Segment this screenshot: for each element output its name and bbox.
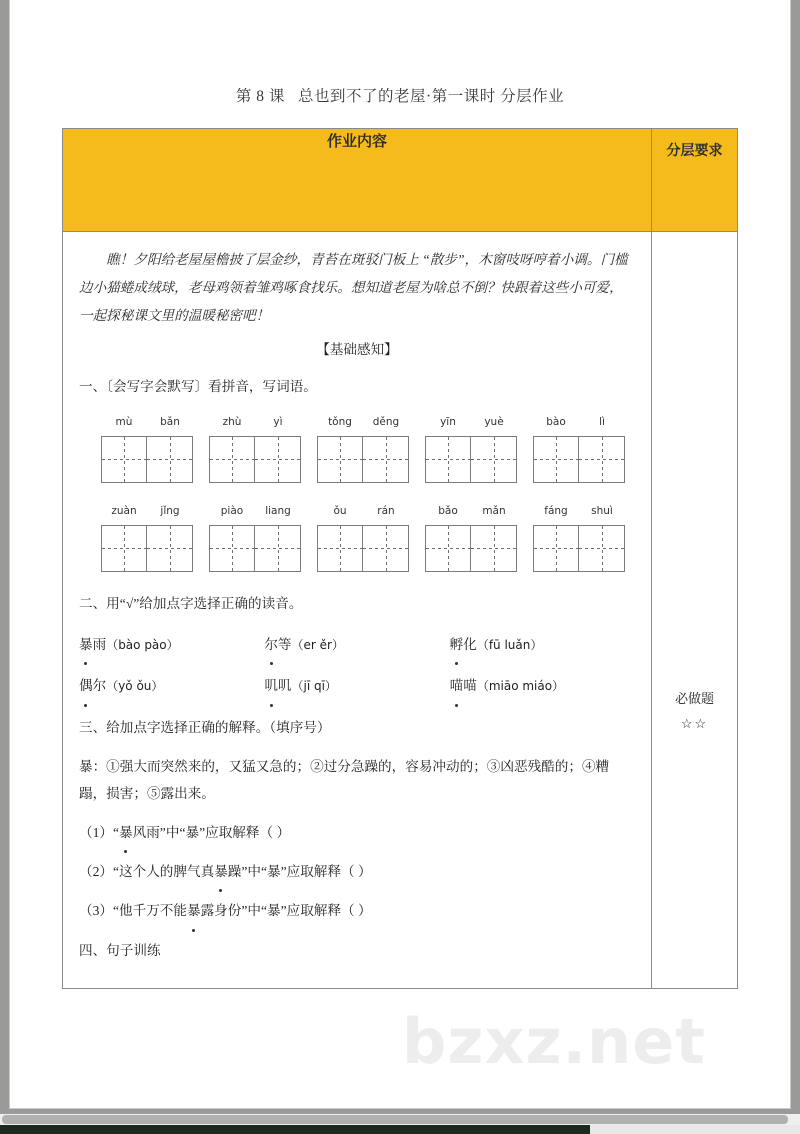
writing-cell[interactable] xyxy=(102,526,147,571)
q2-reading: （fū luǎn） xyxy=(476,638,543,653)
pinyin-labels xyxy=(101,412,193,433)
writing-cell[interactable] xyxy=(426,526,471,571)
pinyin-labels xyxy=(425,412,517,433)
word-group xyxy=(533,501,625,572)
writing-cell[interactable] xyxy=(363,526,408,571)
pinyin-syllable: shuì xyxy=(591,504,613,517)
dotted-char: 暴 xyxy=(79,631,93,658)
q2-word-rest: 尔 xyxy=(92,678,107,694)
word-group xyxy=(425,412,517,483)
tianzige-cells[interactable] xyxy=(425,436,517,483)
pinyin-labels xyxy=(533,501,625,522)
q2-item[interactable] xyxy=(79,631,264,658)
dotted-char: 暴 xyxy=(119,819,133,846)
pinyin-syllable: piào xyxy=(220,504,244,517)
q2-word-rest: 叽 xyxy=(277,678,292,694)
dotted-char: 孵 xyxy=(450,631,464,658)
dotted-char: 暴 xyxy=(214,858,228,885)
dotted-char: 偶 xyxy=(79,672,93,699)
page-title-prefix: 第 8 课 xyxy=(235,88,285,105)
tianzige-cells[interactable] xyxy=(317,436,409,483)
pinyin-syllable: ǒu xyxy=(333,504,347,517)
pinyin-syllable: bǎo xyxy=(438,504,458,517)
pinyin-labels xyxy=(317,501,409,522)
pinyin-labels xyxy=(317,412,409,433)
writing-cell[interactable] xyxy=(318,437,363,482)
writing-cell[interactable] xyxy=(579,437,624,482)
tianzige-cells[interactable] xyxy=(101,525,193,572)
writing-cell[interactable] xyxy=(147,437,192,482)
word-group xyxy=(425,501,517,572)
pinyin-syllable: děng xyxy=(372,415,400,428)
tianzige-cells[interactable] xyxy=(317,525,409,572)
pinyin-grid-row xyxy=(101,501,635,572)
watermark: bzxz.net xyxy=(402,1005,706,1078)
taskbar-tray xyxy=(590,1125,800,1134)
pinyin-syllable: jǐng xyxy=(160,504,180,517)
pinyin-syllable: tǒng xyxy=(328,415,352,428)
word-group xyxy=(533,412,625,483)
question-4-heading: 四、句子训练 xyxy=(79,942,161,958)
pinyin-syllable: bào xyxy=(546,415,566,428)
question-3-item[interactable] xyxy=(79,819,635,846)
question-3-item[interactable] xyxy=(79,897,635,924)
word-group xyxy=(317,412,409,483)
horizontal-scrollbar[interactable] xyxy=(0,1114,800,1125)
word-group xyxy=(101,412,193,483)
homework-content-cell xyxy=(63,232,652,989)
pinyin-writing-grids xyxy=(101,412,635,572)
q2-reading: （er ěr） xyxy=(291,638,344,653)
dotted-char: 喵 xyxy=(450,672,464,699)
worksheet-table xyxy=(62,128,738,989)
pinyin-syllable: lì xyxy=(599,415,605,428)
table-body-row xyxy=(63,232,738,989)
table-header-row xyxy=(63,129,738,232)
question-2-row xyxy=(79,631,635,658)
writing-cell[interactable] xyxy=(534,526,579,571)
pinyin-syllable: zuàn xyxy=(111,504,137,517)
pinyin-syllable: liang xyxy=(265,504,291,517)
q3-item-number: （2） xyxy=(79,864,113,880)
q3-item-before: “这个人的脾气真 xyxy=(112,864,215,880)
q2-reading: （yǒ ǒu） xyxy=(106,679,164,694)
q2-reading: （jī qī） xyxy=(291,679,337,694)
pinyin-syllable: yīn xyxy=(440,415,456,428)
q2-word-rest: 化 xyxy=(463,637,477,653)
section-basic-label: 【基础感知】 xyxy=(316,341,398,357)
tianzige-cells[interactable] xyxy=(209,436,301,483)
writing-cell[interactable] xyxy=(210,437,255,482)
tier-requirement-inner xyxy=(652,687,737,736)
pinyin-grid-row xyxy=(101,412,635,483)
intro-paragraph: 瞧！夕阳给老屋屋檐披了层金纱，青苔在斑驳门板上 “散步”，木窗吱呀哼着小调。门槛边小猫蜷成绒球，老母鸡领着雏鸡啄食找乐。想知道老屋为啥总不倒？快跟着这些小可爱，一起探秘课文里的温暖秘密吧！ xyxy=(79,252,628,323)
q3-item-number: （1） xyxy=(79,825,113,841)
q2-reading: （miāo miáo） xyxy=(476,679,565,694)
header-homework-content: 作业内容 xyxy=(63,129,652,232)
writing-cell[interactable] xyxy=(318,526,363,571)
writing-cell[interactable] xyxy=(579,526,624,571)
question-3-item[interactable] xyxy=(79,858,635,885)
dotted-char: 暴 xyxy=(187,897,201,924)
q2-item[interactable] xyxy=(450,672,635,699)
dotted-char: 叽 xyxy=(264,672,278,699)
page-title xyxy=(10,84,790,106)
tianzige-cells[interactable] xyxy=(101,436,193,483)
q2-item[interactable] xyxy=(264,631,449,658)
q3-item-after: 风雨”中“暴”应取解释（ ） xyxy=(132,825,291,841)
pinyin-syllable: zhù xyxy=(222,415,242,428)
q3-item-number: （3） xyxy=(79,903,113,919)
question-3-heading: 三、给加点字选择正确的解释。（填序号） xyxy=(79,719,331,735)
q2-word-rest: 喵 xyxy=(463,678,477,694)
writing-cell[interactable] xyxy=(534,437,579,482)
q2-item[interactable] xyxy=(264,672,449,699)
writing-cell[interactable] xyxy=(255,437,300,482)
writing-cell[interactable] xyxy=(255,526,300,571)
document-page xyxy=(10,0,790,1108)
word-group xyxy=(101,501,193,572)
question-3-definitions: 暴：①强大而突然来的，又猛又急的；②过分急躁的，容易冲动的；③凶恶残酷的；④糟蹋，损害；⑤露出来。 xyxy=(79,758,610,801)
writing-cell[interactable] xyxy=(471,437,516,482)
writing-cell[interactable] xyxy=(147,526,192,571)
q3-item-after: 露身份”中“暴”应取解释（ ） xyxy=(200,903,372,919)
q3-item-after: 躁”中“暴”应取解释（ ） xyxy=(227,864,372,880)
writing-cell[interactable] xyxy=(471,526,516,571)
question-2-row xyxy=(79,672,635,699)
question-1-heading: 一、〔会写字会默写〕看拼音，写词语。 xyxy=(79,378,317,394)
pinyin-labels xyxy=(533,412,625,433)
q2-word-rest: 等 xyxy=(277,637,292,653)
pinyin-labels xyxy=(209,412,301,433)
pinyin-syllable: rán xyxy=(377,504,395,517)
q3-item-before: “ xyxy=(112,825,120,841)
pinyin-syllable: mǎn xyxy=(482,504,506,517)
writing-cell[interactable] xyxy=(210,526,255,571)
pinyin-syllable: yuè xyxy=(484,415,504,428)
page-title-main: 总也到不了的老屋·第一课时 分层作业 xyxy=(298,88,565,105)
q2-item[interactable] xyxy=(450,631,635,658)
tier-label: 必做题 xyxy=(674,691,714,706)
tianzige-cells[interactable] xyxy=(533,525,625,572)
tianzige-cells[interactable] xyxy=(209,525,301,572)
q3-item-before: “他千万不能 xyxy=(112,903,187,919)
writing-cell[interactable] xyxy=(102,437,147,482)
header-tier-requirement: 分层要求 xyxy=(652,129,738,232)
tier-requirement-cell xyxy=(652,232,738,989)
tier-stars: ☆☆ xyxy=(680,715,709,731)
writing-cell[interactable] xyxy=(363,437,408,482)
scrollbar-thumb[interactable] xyxy=(2,1115,788,1124)
q2-word-rest: 雨 xyxy=(92,637,107,653)
question-2-heading: 二、用“√”给加点字选择正确的读音。 xyxy=(79,595,303,611)
dotted-char: 尔 xyxy=(264,631,278,658)
tianzige-cells[interactable] xyxy=(533,436,625,483)
pinyin-labels xyxy=(209,501,301,522)
word-group xyxy=(209,412,301,483)
pinyin-syllable: fáng xyxy=(544,504,568,517)
word-group xyxy=(209,501,301,572)
q2-reading: （bào pào） xyxy=(106,638,179,653)
pinyin-labels xyxy=(425,501,517,522)
pinyin-syllable: mù xyxy=(115,415,133,428)
q2-item[interactable] xyxy=(79,672,264,699)
pinyin-syllable: yì xyxy=(273,415,283,428)
writing-cell[interactable] xyxy=(426,437,471,482)
pinyin-syllable: bǎn xyxy=(160,415,180,428)
pinyin-labels xyxy=(101,501,193,522)
tianzige-cells[interactable] xyxy=(425,525,517,572)
word-group xyxy=(317,501,409,572)
